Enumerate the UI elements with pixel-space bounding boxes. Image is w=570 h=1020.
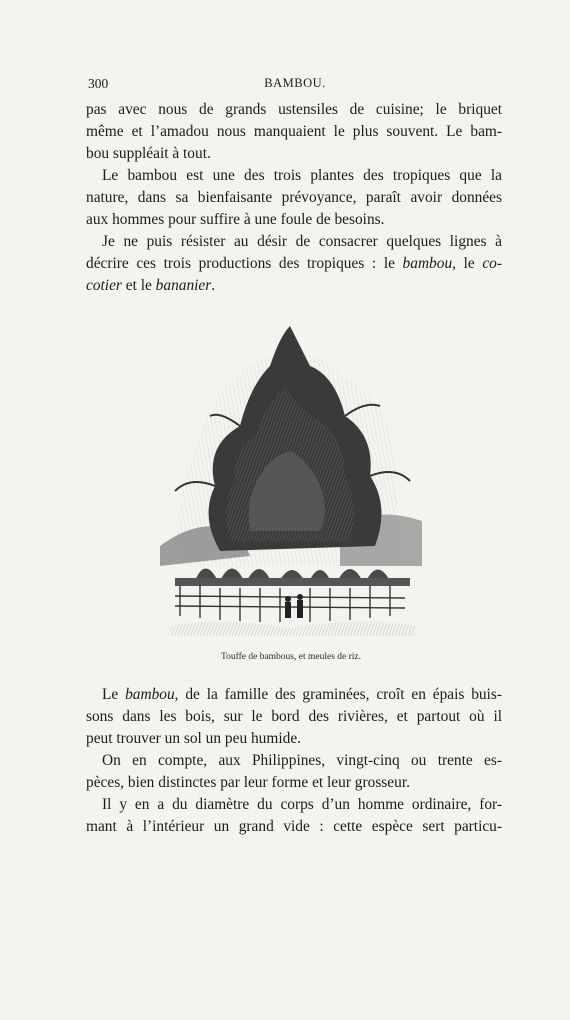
paragraph-4 bbox=[86, 684, 502, 750]
text-run: , le bbox=[452, 255, 483, 272]
section-title: BAMBOU. bbox=[264, 76, 326, 90]
text-line: pèces, bien distinctes par leur forme et leur grosseur. bbox=[86, 774, 410, 791]
text-line: pas avec nous de grands ustensiles de cuisine; le briquet bbox=[86, 101, 502, 118]
italic-term: bambou bbox=[125, 686, 175, 703]
text-run: décrire ces trois productions des tropiques : le bbox=[86, 255, 403, 272]
text-line: On en compte, aux Philippines, vingt-cinq ou trente es- bbox=[102, 752, 502, 769]
figure-caption: Touffe de bambous, et meules de riz. bbox=[220, 652, 362, 662]
page-number: 300 bbox=[88, 76, 109, 91]
text-line: peut trouver un sol un peu humide. bbox=[86, 730, 302, 747]
paragraph-2 bbox=[86, 165, 502, 231]
figure bbox=[160, 316, 422, 662]
paragraph-6 bbox=[86, 794, 502, 838]
italic-term: bananier bbox=[155, 277, 212, 294]
bamboo-engraving-illustration bbox=[160, 316, 422, 646]
paragraph-5 bbox=[86, 750, 502, 794]
paragraph-1 bbox=[86, 99, 502, 165]
italic-term: co- bbox=[482, 255, 502, 272]
top-text-block bbox=[86, 99, 502, 297]
text-line bbox=[86, 275, 502, 297]
text-line bbox=[86, 684, 502, 706]
bottom-text-block bbox=[86, 684, 502, 838]
text-line: Il y en a du diamètre du corps d’un homme ordinaire, for- bbox=[102, 796, 502, 813]
italic-term: cotier bbox=[86, 277, 122, 294]
text-run: et le bbox=[121, 277, 156, 294]
text-run: Le bbox=[102, 686, 126, 703]
paragraph-3 bbox=[86, 231, 502, 297]
text-line: aux hommes pour suffire à une foule de besoins. bbox=[86, 211, 385, 228]
text-line: sons dans les bois, sur le bord des rivières, et partout où il bbox=[86, 708, 502, 725]
text-line: bou suppléait à tout. bbox=[86, 145, 211, 162]
text-line: mant à l’intérieur un grand vide : cette espèce sert particu- bbox=[86, 818, 502, 835]
running-head bbox=[88, 76, 502, 96]
text-line: même et l’amadou nous manquaient le plus souvent. Le bam- bbox=[86, 123, 502, 140]
text-line: nature, dans sa bienfaisante prévoyance, paraît avoir données bbox=[86, 189, 502, 206]
text-run: , de la famille des graminées, croît en épais buis- bbox=[174, 686, 502, 703]
text-run: . bbox=[211, 277, 216, 294]
text-line: Le bambou est une des trois plantes des tropiques que la bbox=[102, 167, 502, 184]
text-line bbox=[86, 253, 502, 275]
text-line: Je ne puis résister au désir de consacrer quelques lignes à bbox=[102, 233, 502, 250]
italic-term: bambou bbox=[402, 255, 453, 272]
